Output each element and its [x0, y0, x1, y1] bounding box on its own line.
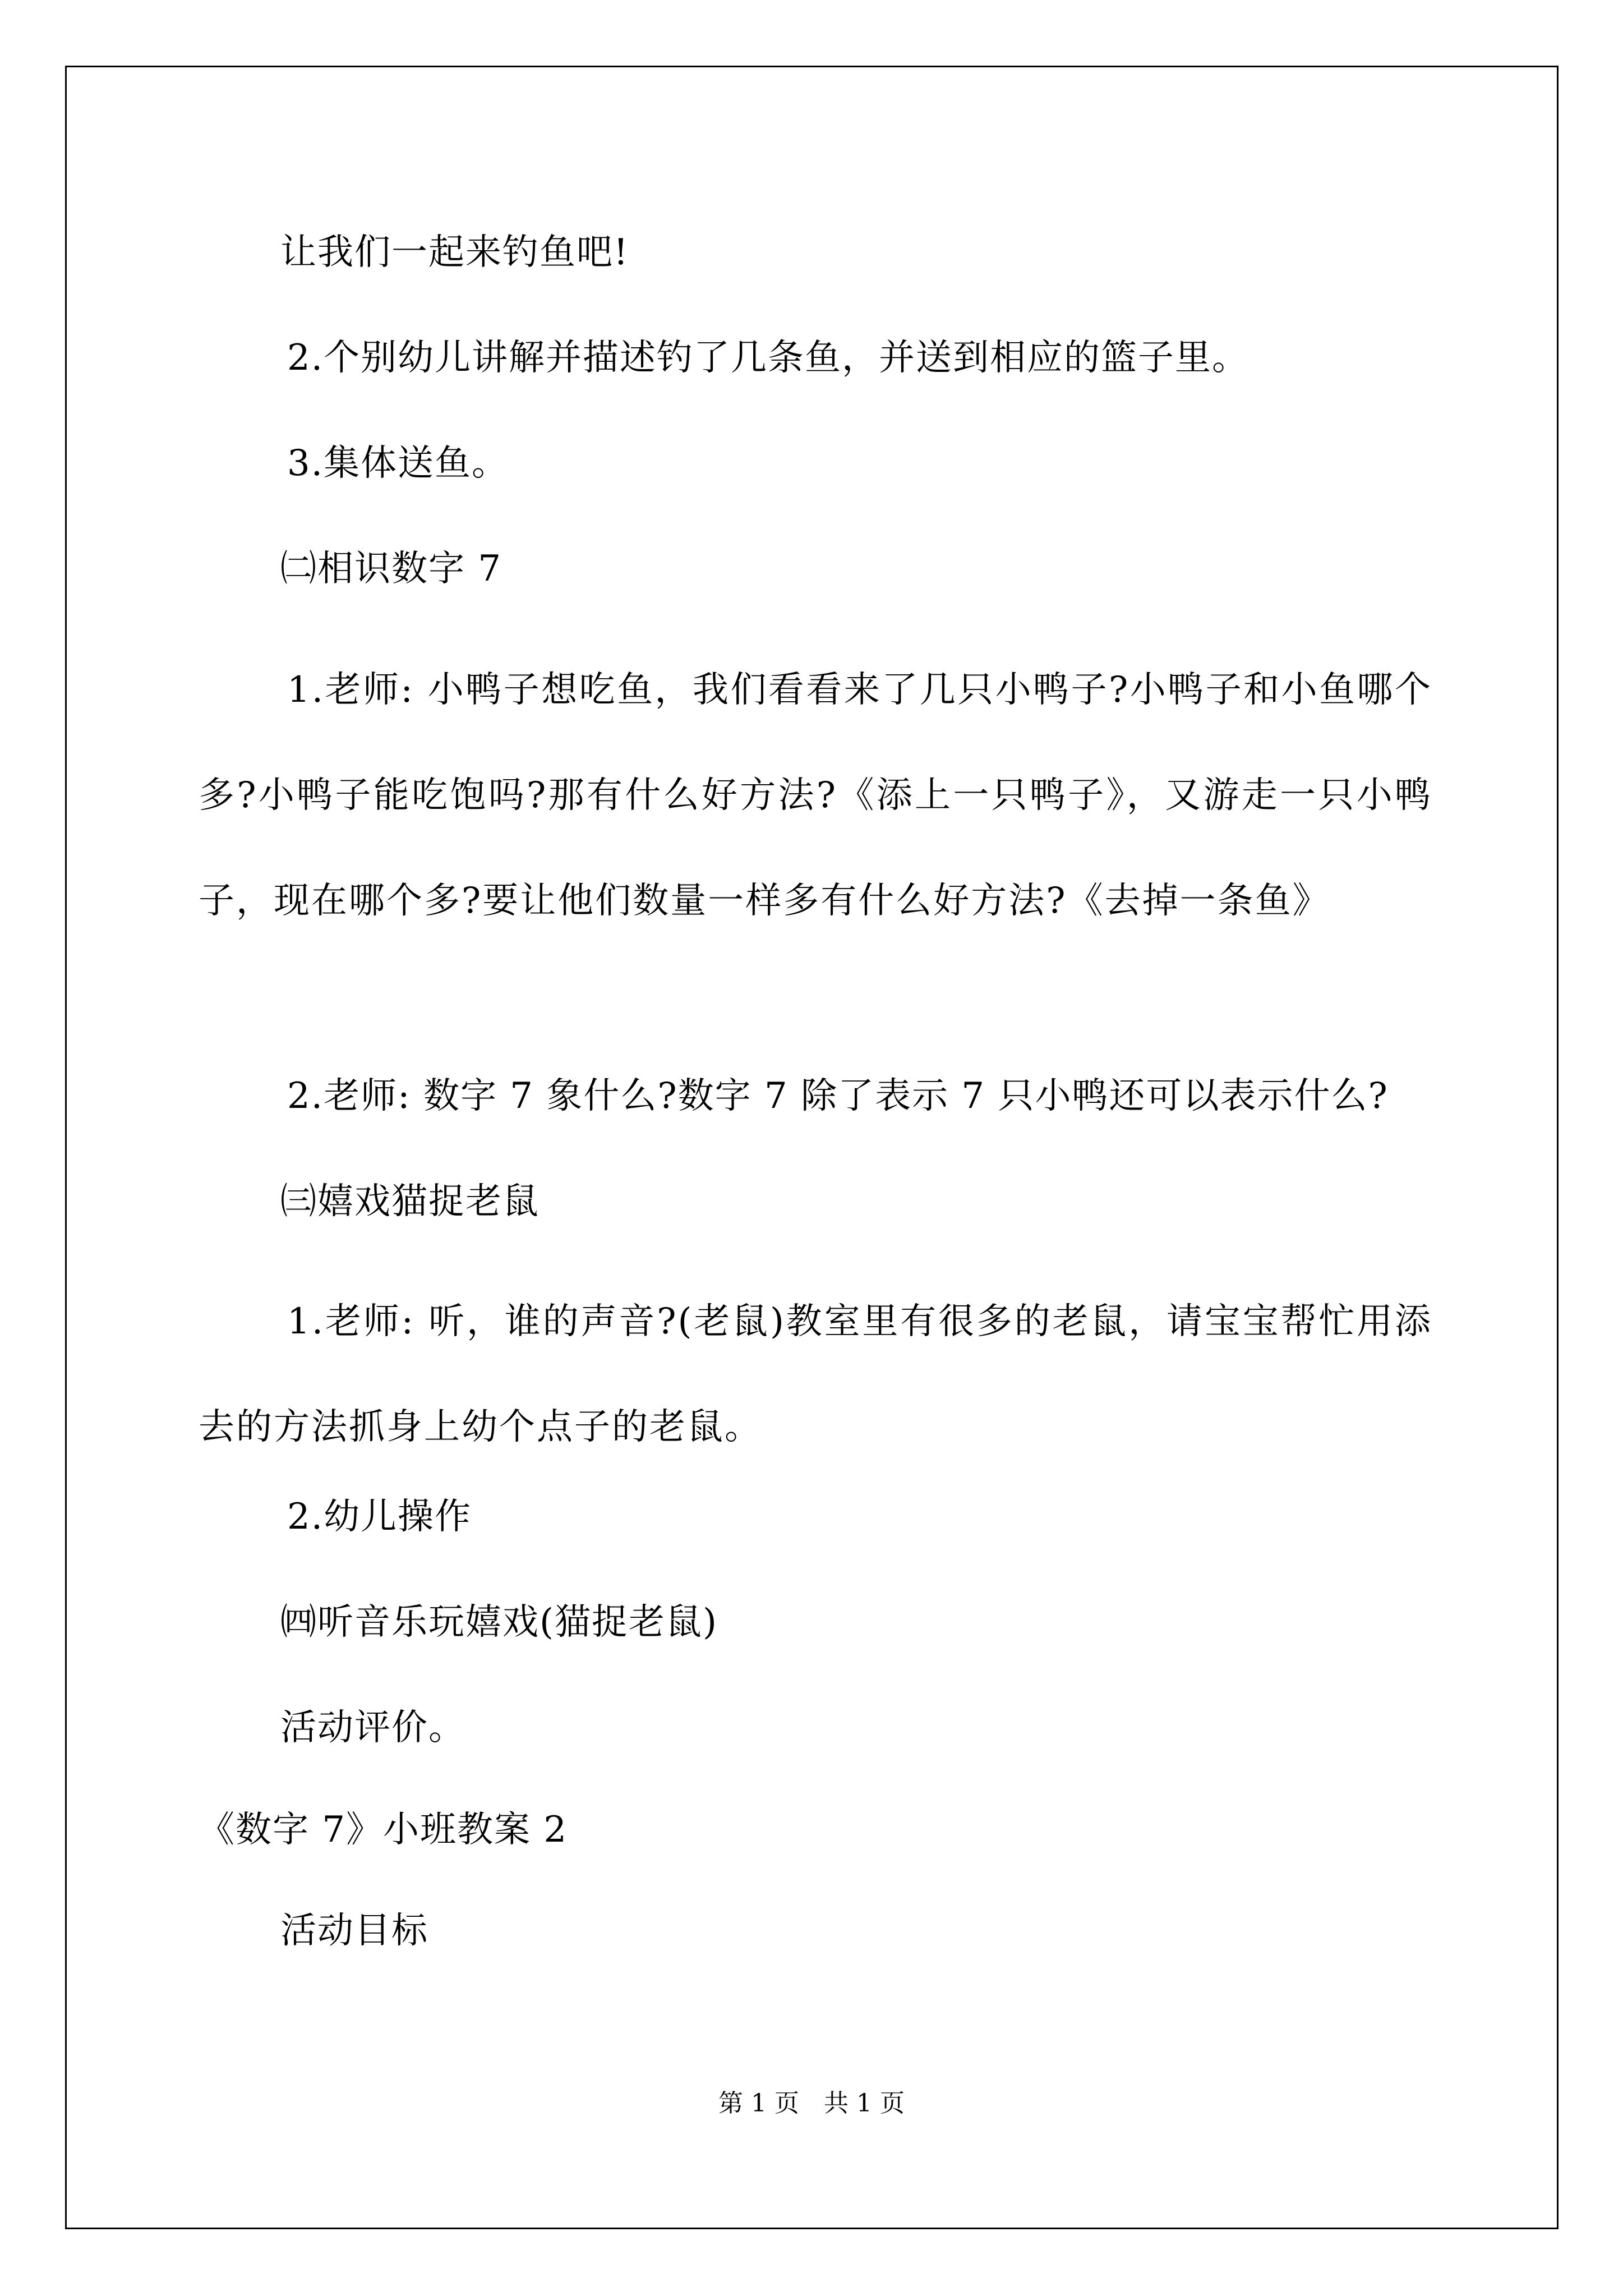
subheading-goals: 活动目标	[280, 1910, 428, 1952]
text-line-3: 3.集体送鱼。	[287, 443, 509, 484]
text-line-2: 2.个别幼儿讲解并描述钓了几条鱼，并送到相应的篮子里。	[287, 337, 1249, 379]
text-line-1: 让我们一起来钓鱼吧!	[280, 232, 629, 273]
text-line-operate: 2.幼儿操作	[287, 1496, 472, 1538]
paragraph-teacher-mice: 1.老师: 听，谁的声音?(老鼠)教室里有很多的老鼠，请宝宝帮忙用添去的方法抓身上幼个点子的老鼠。	[199, 1301, 1432, 1448]
section-heading-2: ㈡相识数字 7	[280, 548, 502, 590]
section-heading-3: ㈢嬉戏猫捉老鼠	[280, 1181, 540, 1222]
text-line-numbers: 2.老师: 数字 7 象什么?数字 7 除了表示 7 只小鸭还可以表示什么?	[287, 1075, 1389, 1117]
lesson-title: 《数字 7》小班教案 2	[199, 1809, 568, 1851]
page-border	[65, 66, 1559, 2229]
section-heading-4: ㈣听音乐玩嬉戏(猫捉老鼠)	[280, 1602, 718, 1643]
text-line-evaluation: 活动评价。	[280, 1707, 465, 1749]
page-footer: 第 1 页 共 1 页	[718, 2089, 905, 2118]
paragraph-teacher-ducks: 1.老师: 小鸭子想吃鱼，我们看看来了几只小鸭子?小鸭子和小鱼哪个多?小鸭子能吃饱吗?那有什么好方法?《添上一只鸭子》，又游走一只小鸭子，现在哪个多?要让他们数量一样多有什么好方法?《去掉一条鱼》	[199, 669, 1432, 922]
